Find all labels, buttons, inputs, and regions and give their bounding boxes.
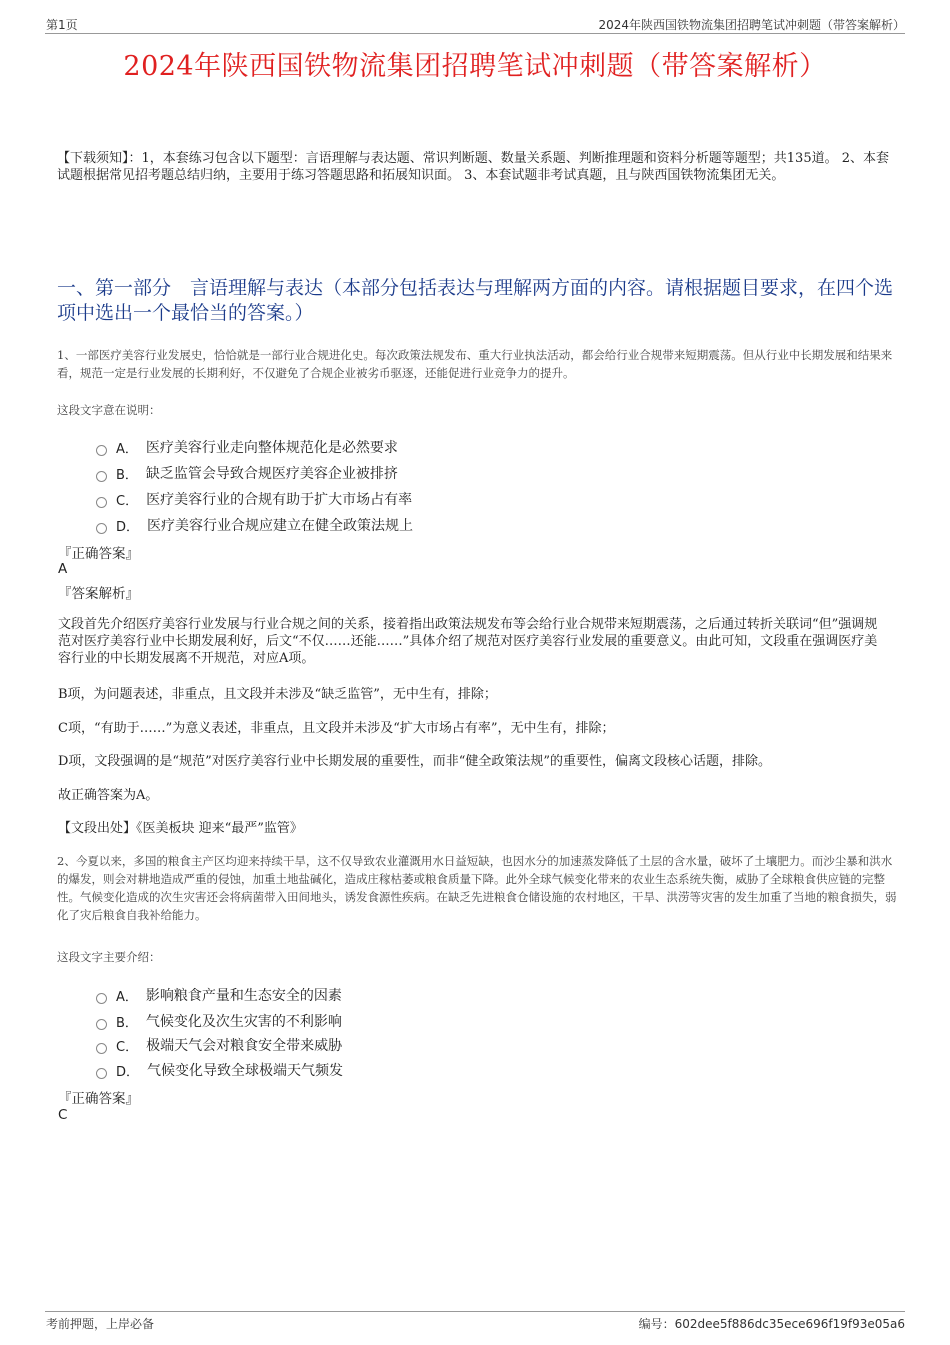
question-2-answer: C <box>58 1107 68 1123</box>
radio-icon[interactable] <box>96 471 107 482</box>
question-1-analysis-label: 『答案解析』 <box>58 586 139 602</box>
question-2-prompt: 这段文字主要介绍： <box>57 950 161 964</box>
question-1-analysis-b: B项，为问题表述，非重点，且文段并未涉及“缺乏监管”，无中生有，排除； <box>58 687 497 702</box>
radio-icon[interactable] <box>96 445 107 456</box>
header-doc-title: 2024年陕西国铁物流集团招聘笔试冲刺题（带答案解析） <box>598 18 905 32</box>
question-2-option-c[interactable]: C． 极端天气会对粮食安全带来威胁 <box>96 1035 342 1055</box>
radio-icon[interactable] <box>96 1068 107 1079</box>
question-1-answer: A <box>58 561 68 577</box>
question-1-analysis-d: D项，文段强调的是“规范”对医疗美容行业中长期发展的重要性，而非“健全政策法规”的重要性，偏离文段核心话题，排除。 <box>58 754 772 769</box>
footer-slogan: 考前押题，上岸必备 <box>46 1317 155 1331</box>
question-1-analysis-main: 文段首先介绍医疗美容行业发展与行业合规之间的关系，接着指出政策法规发布等会给行业合规带来短期震荡，之后通过转折关联词“但”强调规范对医疗美容行业中长期发展利好，后文“不仅……还能……”具体介绍了规范对医疗美容行业发展的重要意义。由此可知，文段重在强调医疗美容行业的中长期发展离不开规范，对应A项。 <box>58 617 878 666</box>
question-2-option-a[interactable]: A． 影响粮食产量和生态安全的因素 <box>96 985 342 1005</box>
radio-icon[interactable] <box>96 1019 107 1030</box>
question-1-stem: 1、一部医疗美容行业发展史，恰恰就是一部行业合规进化史。每次政策法规发布、重大行业执法活动，都会给行业合规带来短期震荡。但从行业中长期发展和结果来看，规范一定是行业发展的长期利好，不仅避免了合规企业被劣币驱逐，还能促进行业竞争力的提升。 <box>57 348 893 380</box>
radio-icon[interactable] <box>96 523 107 534</box>
question-1-analysis-c: C项，“有助于……”为意义表述，非重点，且文段并未涉及“扩大市场占有率”，无中生有，排除； <box>58 721 615 736</box>
question-1-option-b[interactable]: B． 缺乏监管会导致合规医疗美容企业被排挤 <box>96 463 398 483</box>
question-1-source: 【文段出处】《医美板块 迎来“最严”监管》 <box>58 821 303 836</box>
section-heading: 一、第一部分 言语理解与表达（本部分包括表达与理解两方面的内容。请根据题目要求，在四个选项中选出一个最恰当的答案。） <box>57 277 894 324</box>
question-1-option-a[interactable]: A． 医疗美容行业走向整体规范化是必然要求 <box>96 437 398 457</box>
footer-divider <box>45 1311 905 1312</box>
question-1-analysis-conclusion: 故正确答案为A。 <box>58 788 159 803</box>
download-notice: 【下载须知】：1，本套练习包含以下题型：言语理解与表达题、常识判断题、数量关系题、判断推理题和资料分析题等题型；共135道。 2、本套试题根据常见招考题总结归纳，主要用于练习答题思路和拓展知识面。 3、本套试题非考试真题，且与陕西国铁物流集团无关。 <box>57 151 889 183</box>
header-divider <box>45 33 905 34</box>
radio-icon[interactable] <box>96 497 107 508</box>
document-title: 2024年陕西国铁物流集团招聘笔试冲刺题（带答案解析） <box>123 51 827 82</box>
question-1-option-d[interactable]: D． 医疗美容行业合规应建立在健全政策法规上 <box>96 515 413 535</box>
question-2-option-d[interactable]: D． 气候变化导致全球极端天气频发 <box>96 1060 343 1080</box>
question-2-option-b[interactable]: B． 气候变化及次生灾害的不利影响 <box>96 1011 342 1031</box>
question-1-answer-label: 『正确答案』 <box>58 546 139 562</box>
radio-icon[interactable] <box>96 993 107 1004</box>
question-2-stem: 2、今夏以来，多国的粮食主产区均迎来持续干旱，这不仅导致农业灌溉用水日益短缺，也因水分的加速蒸发降低了土层的含水量，破坏了土壤肥力。而沙尘暴和洪水的爆发，则会对耕地造成严重的侵蚀，加重土地盐碱化，造成庄稼枯萎或粮食质量下降。此外全球气候变化带来的农业生态系统失衡，威胁了全球粮食供应链的完整性。气候变化造成的次生灾害还会将病菌带入田间地头，诱发食源性疾病。在缺乏先进粮食仓储设施的农村地区，干旱、洪涝等灾害的发生加重了当地的粮食损失，弱化了灾后粮食自我补给能力。 <box>57 854 897 922</box>
question-2-answer-label: 『正确答案』 <box>58 1091 139 1107</box>
footer-doc-id: 编号：602dee5f886dc35ece696f19f93e05a6 <box>638 1317 905 1331</box>
page-number: 第1页 <box>46 18 78 32</box>
question-1-prompt: 这段文字意在说明： <box>57 403 161 417</box>
question-1-option-c[interactable]: C． 医疗美容行业的合规有助于扩大市场占有率 <box>96 489 412 509</box>
radio-icon[interactable] <box>96 1043 107 1054</box>
